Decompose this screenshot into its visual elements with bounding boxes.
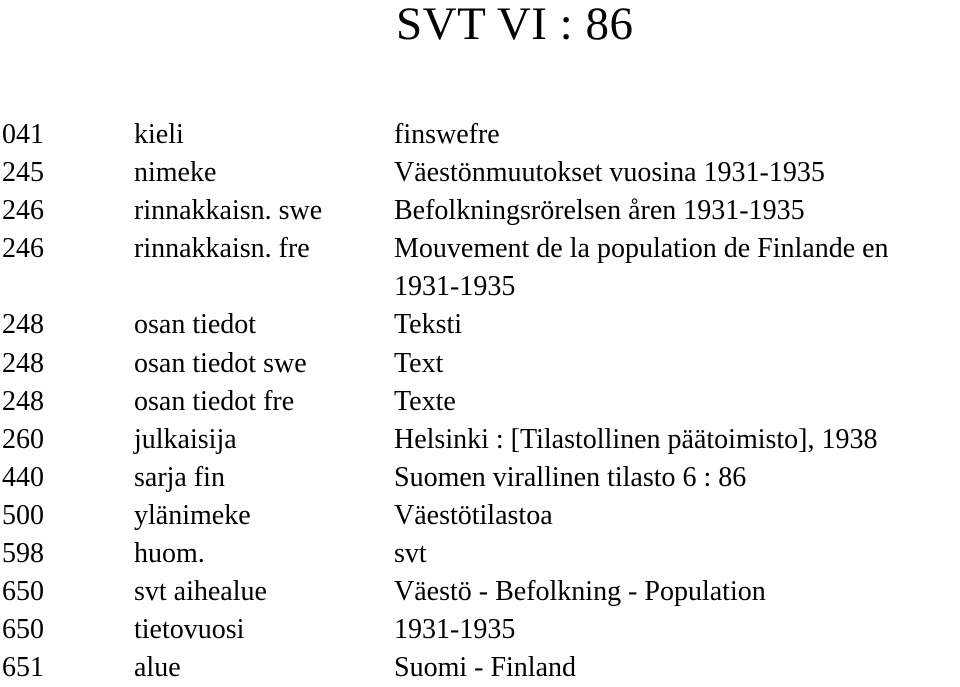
record-row xyxy=(0,116,960,154)
field-value: 1931-1935 xyxy=(394,614,516,646)
field-code: 260 xyxy=(2,423,44,455)
field-value: Teksti xyxy=(394,309,463,341)
field-code: 598 xyxy=(2,538,44,570)
field-code: 440 xyxy=(2,461,44,493)
field-name: osan tiedot swe xyxy=(134,347,307,379)
field-value: Texte xyxy=(394,385,456,417)
field-code: 248 xyxy=(2,347,44,379)
field-name: julkaisija xyxy=(134,423,237,455)
record-row xyxy=(0,535,960,573)
field-value: Befolkningsrörelsen åren 1931-1935 xyxy=(394,195,805,227)
field-name: rinnakkaisn. swe xyxy=(134,195,323,227)
field-name: huom. xyxy=(134,538,205,570)
field-value: finswefre xyxy=(394,119,500,150)
record-row xyxy=(0,192,960,230)
record-row xyxy=(0,383,960,421)
field-value: Väestötilastoa xyxy=(394,499,553,531)
field-value: Suomen virallinen tilasto 6 : 86 xyxy=(394,461,747,493)
field-name: osan tiedot fre xyxy=(134,385,295,417)
record-row xyxy=(0,306,960,344)
field-value: Text xyxy=(394,347,444,379)
field-name: svt aihealue xyxy=(134,576,267,608)
record-row xyxy=(0,611,960,649)
field-name: kieli xyxy=(134,119,184,150)
field-name: alue xyxy=(134,652,181,684)
field-code: 248 xyxy=(2,309,44,341)
field-value: svt xyxy=(394,538,427,570)
record-row xyxy=(0,649,960,687)
field-name: tietovuosi xyxy=(134,614,245,646)
field-code: 246 xyxy=(2,195,44,227)
field-value: Mouvement de la population de Finlande en 1931-1935 xyxy=(394,233,889,303)
record-row xyxy=(0,230,960,306)
field-code: 245 xyxy=(2,157,44,189)
field-code: 248 xyxy=(2,385,44,417)
field-code: 650 xyxy=(2,576,44,608)
field-name: sarja fin xyxy=(134,461,225,493)
field-value: Väestönmuutokset vuosina 1931-1935 xyxy=(394,157,825,189)
record-row xyxy=(0,345,960,383)
field-name: ylänimeke xyxy=(134,499,251,531)
field-name: nimeke xyxy=(134,157,217,189)
field-value: Helsinki : [Tilastollinen päätoimisto], 1938 xyxy=(394,423,878,455)
record-row xyxy=(0,154,960,192)
document-title: SVT VI : 86 xyxy=(396,0,634,50)
field-value: Väestö - Befolkning - Population xyxy=(394,576,766,608)
record-row xyxy=(0,459,960,497)
field-code: 651 xyxy=(2,652,44,684)
field-code: 246 xyxy=(2,233,44,265)
field-value: Suomi - Finland xyxy=(394,652,577,684)
field-name: osan tiedot xyxy=(134,309,257,341)
record-row xyxy=(0,497,960,535)
record-table xyxy=(0,116,960,687)
record-row xyxy=(0,421,960,459)
field-name: rinnakkaisn. fre xyxy=(134,233,310,265)
field-code: 041 xyxy=(2,119,44,150)
field-code: 650 xyxy=(2,614,44,646)
field-code: 500 xyxy=(2,499,44,531)
record-row xyxy=(0,573,960,611)
